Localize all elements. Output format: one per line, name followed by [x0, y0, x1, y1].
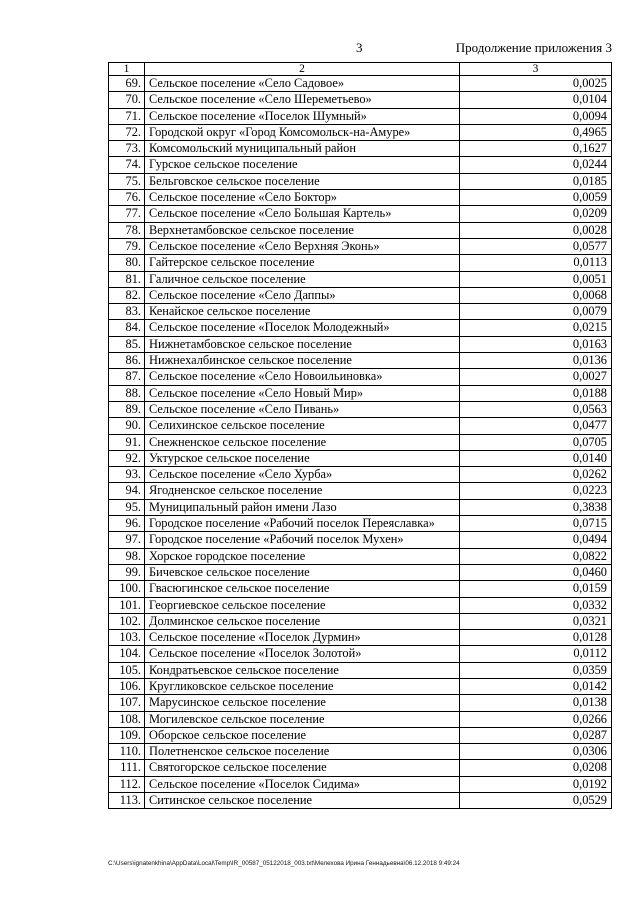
row-value: 0,0113 [460, 255, 612, 271]
row-value: 0,0577 [460, 238, 612, 254]
row-value: 0,0027 [460, 369, 612, 385]
row-value: 0,0359 [460, 662, 612, 678]
row-name: Городское поселение «Рабочий поселок Мухен» [145, 532, 460, 548]
column-header-name: 2 [145, 63, 460, 76]
row-number: 100. [109, 581, 145, 597]
table-row [109, 401, 612, 417]
row-name: Марусинское сельское поселение [145, 695, 460, 711]
row-number: 101. [109, 597, 145, 613]
row-name: Сельское поселение «Село Новоильиновка» [145, 369, 460, 385]
row-value: 0,0140 [460, 450, 612, 466]
row-value: 0,0306 [460, 744, 612, 760]
row-name: Ягодненское сельское поселение [145, 483, 460, 499]
row-value: 0,0477 [460, 418, 612, 434]
row-name: Городское поселение «Рабочий поселок Переяславка» [145, 516, 460, 532]
row-value: 0,0079 [460, 304, 612, 320]
row-value: 0,0287 [460, 727, 612, 743]
row-name: Георгиевское сельское поселение [145, 597, 460, 613]
row-number: 73. [109, 141, 145, 157]
row-name: Гайтерское сельское поселение [145, 255, 460, 271]
row-value: 0,0138 [460, 695, 612, 711]
row-value: 0,0185 [460, 173, 612, 189]
file-path-footer: C:\Users\ignatenkhina\AppData\Local\Temp\IR_00587_05122018_003.txt\Мелехова Ирина Геннадьевна\06.12.2018 9:49:24 [108, 860, 460, 867]
table-row [109, 304, 612, 320]
row-name: Нижнетамбовское сельское поселение [145, 336, 460, 352]
table-row [109, 92, 612, 108]
row-number: 87. [109, 369, 145, 385]
table-row [109, 385, 612, 401]
row-value: 0,0208 [460, 760, 612, 776]
column-header-number: 1 [109, 63, 145, 76]
row-value: 0,0188 [460, 385, 612, 401]
table-row [109, 760, 612, 776]
row-name: Сельское поселение «Село Хурба» [145, 467, 460, 483]
table-row [109, 222, 612, 238]
row-number: 91. [109, 434, 145, 450]
row-name: Галичное сельское поселение [145, 271, 460, 287]
table-row [109, 76, 612, 92]
table-row [109, 238, 612, 254]
table-row [109, 662, 612, 678]
row-name: Кругликовское сельское поселение [145, 678, 460, 694]
table-row [109, 353, 612, 369]
row-value: 0,0705 [460, 434, 612, 450]
row-value: 0,0104 [460, 92, 612, 108]
row-name: Бичевское сельское поселение [145, 564, 460, 580]
table-row [109, 646, 612, 662]
row-number: 86. [109, 353, 145, 369]
row-value: 0,0223 [460, 483, 612, 499]
row-value: 0,1627 [460, 141, 612, 157]
table-row [109, 564, 612, 580]
row-number: 76. [109, 190, 145, 206]
table-row [109, 581, 612, 597]
table-row [109, 776, 612, 792]
column-header-value: 3 [460, 63, 612, 76]
row-value: 0,0563 [460, 401, 612, 417]
row-value: 0,0112 [460, 646, 612, 662]
row-name: Ситинское сельское поселение [145, 793, 460, 809]
row-name: Нижнехалбинское сельское поселение [145, 353, 460, 369]
row-number: 95. [109, 499, 145, 515]
table-row [109, 418, 612, 434]
row-number: 77. [109, 206, 145, 222]
row-name: Сельское поселение «Село Пивань» [145, 401, 460, 417]
row-value: 0,0051 [460, 271, 612, 287]
row-name: Сельское поселение «Поселок Молодежный» [145, 320, 460, 336]
table-row [109, 141, 612, 157]
table-row [109, 157, 612, 173]
row-number: 79. [109, 238, 145, 254]
row-name: Хорское городское поселение [145, 548, 460, 564]
row-value: 0,0321 [460, 613, 612, 629]
row-number: 70. [109, 92, 145, 108]
row-number: 106. [109, 678, 145, 694]
row-number: 89. [109, 401, 145, 417]
row-number: 97. [109, 532, 145, 548]
row-number: 104. [109, 646, 145, 662]
row-name: Муниципальный район имени Лазо [145, 499, 460, 515]
row-number: 102. [109, 613, 145, 629]
table-row [109, 678, 612, 694]
table-row [109, 255, 612, 271]
row-value: 0,0215 [460, 320, 612, 336]
table-header-row [109, 63, 612, 76]
table-row [109, 320, 612, 336]
row-number: 111. [109, 760, 145, 776]
table-row [109, 516, 612, 532]
row-name: Сельское поселение «Поселок Золотой» [145, 646, 460, 662]
row-name: Снежненское сельское поселение [145, 434, 460, 450]
row-name: Сельское поселение «Село Даппы» [145, 287, 460, 303]
row-value: 0,4965 [460, 124, 612, 140]
table-row [109, 695, 612, 711]
row-number: 84. [109, 320, 145, 336]
row-value: 0,0494 [460, 532, 612, 548]
row-value: 0,0163 [460, 336, 612, 352]
row-name: Сельское поселение «Село Большая Картель» [145, 206, 460, 222]
row-name: Сельское поселение «Поселок Сидима» [145, 776, 460, 792]
row-number: 108. [109, 711, 145, 727]
row-name: Сельское поселение «Село Верхняя Эконь» [145, 238, 460, 254]
table-row [109, 483, 612, 499]
row-name: Сельское поселение «Село Новый Мир» [145, 385, 460, 401]
row-number: 94. [109, 483, 145, 499]
row-value: 0,0028 [460, 222, 612, 238]
row-number: 71. [109, 108, 145, 124]
row-value: 0,0209 [460, 206, 612, 222]
row-number: 69. [109, 76, 145, 92]
row-value: 0,0332 [460, 597, 612, 613]
row-value: 0,0128 [460, 630, 612, 646]
row-value: 0,0142 [460, 678, 612, 694]
row-number: 98. [109, 548, 145, 564]
row-value: 0,0822 [460, 548, 612, 564]
row-value: 0,0460 [460, 564, 612, 580]
row-name: Кондратьевское сельское поселение [145, 662, 460, 678]
allocation-table [108, 62, 612, 809]
table-row [109, 271, 612, 287]
table-row [109, 499, 612, 515]
row-value: 0,0136 [460, 353, 612, 369]
table-row [109, 124, 612, 140]
row-number: 96. [109, 516, 145, 532]
row-value: 0,0025 [460, 76, 612, 92]
table-row [109, 369, 612, 385]
table-row [109, 450, 612, 466]
continuation-caption: Продолжение приложения 3 [455, 40, 612, 55]
table-row [109, 108, 612, 124]
page-number: 3 [356, 40, 363, 55]
row-name: Кенайское сельское поселение [145, 304, 460, 320]
row-number: 75. [109, 173, 145, 189]
row-number: 103. [109, 630, 145, 646]
row-name: Сельское поселение «Поселок Шумный» [145, 108, 460, 124]
row-number: 92. [109, 450, 145, 466]
table-row [109, 793, 612, 809]
row-number: 112. [109, 776, 145, 792]
row-name: Долминское сельское поселение [145, 613, 460, 629]
table-row [109, 532, 612, 548]
row-value: 0,0192 [460, 776, 612, 792]
row-name: Уктурское сельское поселение [145, 450, 460, 466]
row-value: 0,0068 [460, 287, 612, 303]
table-row [109, 727, 612, 743]
row-name: Гвасюгинское сельское поселение [145, 581, 460, 597]
row-number: 113. [109, 793, 145, 809]
row-number: 93. [109, 467, 145, 483]
row-number: 78. [109, 222, 145, 238]
row-number: 109. [109, 727, 145, 743]
row-number: 110. [109, 744, 145, 760]
row-value: 0,0715 [460, 516, 612, 532]
row-number: 90. [109, 418, 145, 434]
row-value: 0,0266 [460, 711, 612, 727]
row-number: 85. [109, 336, 145, 352]
row-name: Гурское сельское поселение [145, 157, 460, 173]
row-value: 0,0094 [460, 108, 612, 124]
table-row [109, 613, 612, 629]
row-value: 0,0262 [460, 467, 612, 483]
row-number: 74. [109, 157, 145, 173]
table-row [109, 744, 612, 760]
row-value: 0,3838 [460, 499, 612, 515]
row-name: Бельговское сельское поселение [145, 173, 460, 189]
row-name: Сельское поселение «Село Боктор» [145, 190, 460, 206]
row-number: 88. [109, 385, 145, 401]
row-name: Оборское сельское поселение [145, 727, 460, 743]
row-number: 81. [109, 271, 145, 287]
row-number: 107. [109, 695, 145, 711]
row-number: 83. [109, 304, 145, 320]
table-row [109, 467, 612, 483]
row-value: 0,0244 [460, 157, 612, 173]
row-number: 99. [109, 564, 145, 580]
row-name: Полетненское сельское поселение [145, 744, 460, 760]
row-value: 0,0059 [460, 190, 612, 206]
table-row [109, 206, 612, 222]
row-name: Селихинское сельское поселение [145, 418, 460, 434]
row-name: Сельское поселение «Село Шереметьево» [145, 92, 460, 108]
row-name: Сельское поселение «Поселок Дурмин» [145, 630, 460, 646]
table-row [109, 336, 612, 352]
table-row [109, 548, 612, 564]
row-value: 0,0529 [460, 793, 612, 809]
row-number: 72. [109, 124, 145, 140]
table-row [109, 597, 612, 613]
row-number: 80. [109, 255, 145, 271]
table-row [109, 287, 612, 303]
table-row [109, 711, 612, 727]
row-name: Городской округ «Город Комсомольск-на-Амуре» [145, 124, 460, 140]
table-row [109, 434, 612, 450]
row-number: 105. [109, 662, 145, 678]
table-row [109, 190, 612, 206]
row-value: 0,0159 [460, 581, 612, 597]
row-number: 82. [109, 287, 145, 303]
row-name: Сельское поселение «Село Садовое» [145, 76, 460, 92]
row-name: Святогорское сельское поселение [145, 760, 460, 776]
row-name: Верхнетамбовское сельское поселение [145, 222, 460, 238]
table-row [109, 630, 612, 646]
row-name: Могилевское сельское поселение [145, 711, 460, 727]
table-row [109, 173, 612, 189]
row-name: Комсомольский муниципальный район [145, 141, 460, 157]
